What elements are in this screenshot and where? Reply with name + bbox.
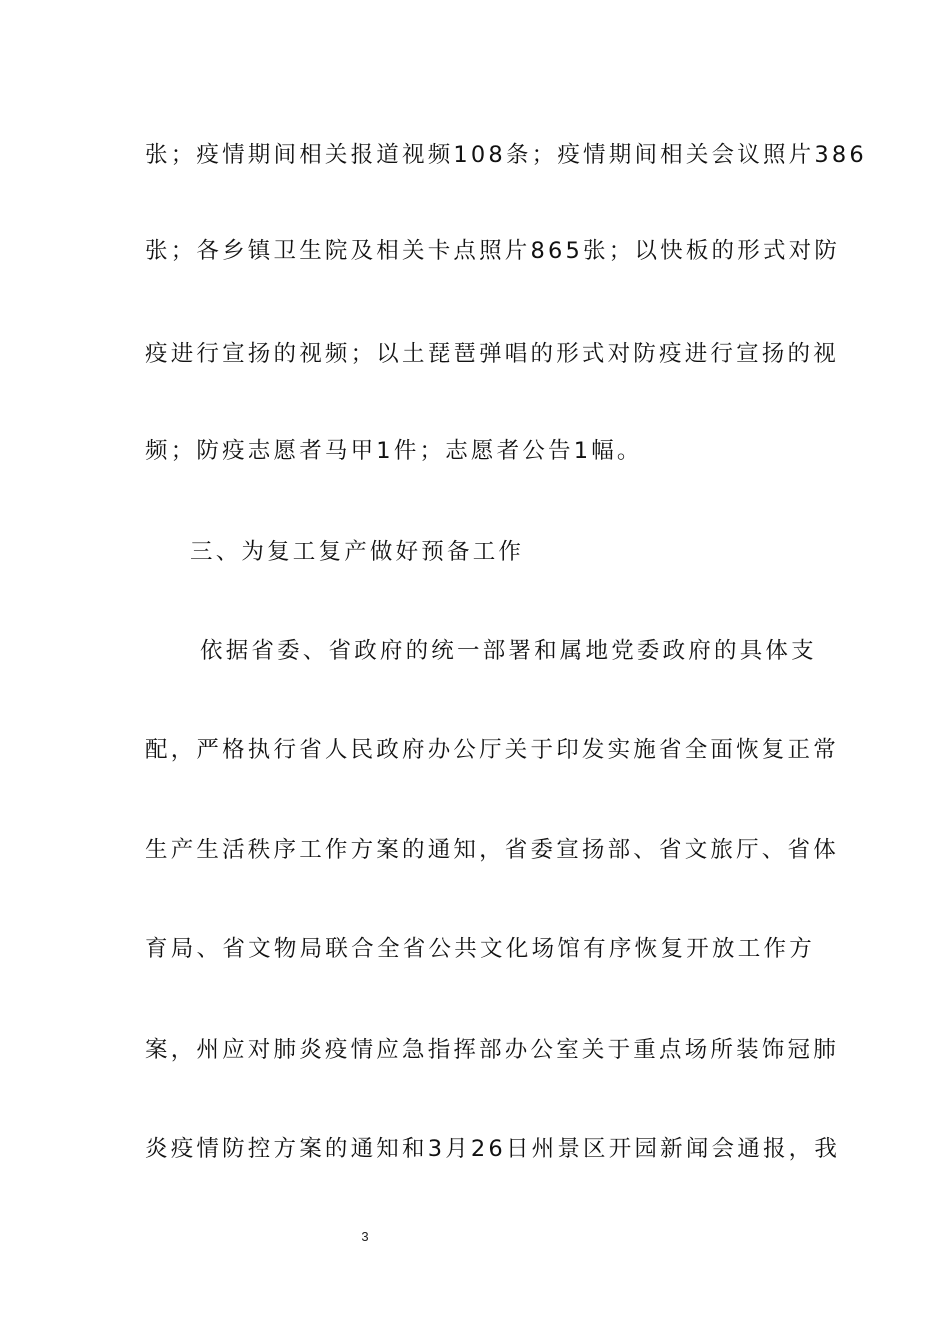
body-text-line: 案，州应对肺炎疫情应急指挥部办公室关于重点场所装饰冠肺 [145,1037,839,1063]
page-number: 3 [361,1229,369,1244]
body-text-line: 张；各乡镇卫生院及相关卡点照片865张；以快板的形式对防 [145,238,841,264]
body-text-line: 疫进行宣扬的视频；以土琵琶弹唱的形式对防疫进行宣扬的视 [145,341,839,367]
body-text-line: 配，严格执行省人民政府办公厅关于印发实施省全面恢复正常 [145,737,839,763]
body-text-line: 生产生活秩序工作方案的通知，省委宣扬部、省文旅厅、省体 [145,837,839,863]
body-text-line: 育局、省文物局联合全省公共文化场馆有序恢复开放工作方 [145,936,815,962]
section-heading: 三、为复工复产做好预备工作 [190,539,525,565]
body-text-line: 炎疫情防控方案的通知和3月26日州景区开园新闻会通报，我 [145,1136,841,1162]
paragraph-first-line: 依据省委、省政府的统一部署和属地党委政府的具体支 [200,638,817,664]
body-text-line: 频；防疫志愿者马甲1件；志愿者公告1幅。 [145,438,643,464]
body-text-line: 张；疫情期间相关报道视频108条；疫情期间相关会议照片386 [145,142,867,168]
